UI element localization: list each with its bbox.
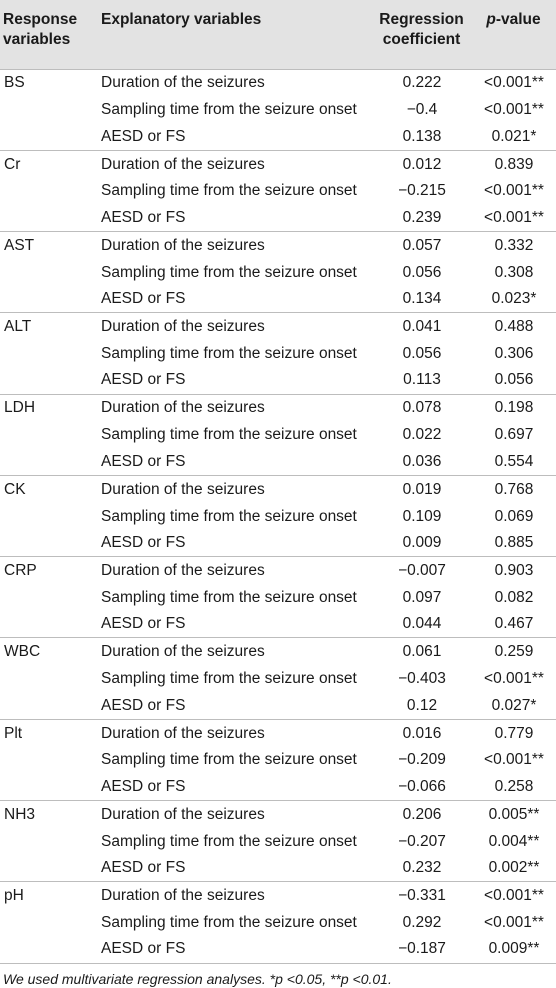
p-value-cell: <0.001** (484, 914, 544, 931)
regression-coefficient-cell: 0.12 (406, 696, 438, 714)
p-value-cell: 0.488 (472, 313, 556, 341)
table-row (0, 611, 556, 638)
header-regression-coefficient (372, 0, 472, 69)
header-coef-line1: Regression (379, 11, 464, 28)
explanatory-variable-cell: Sampling time from the seizure onset (101, 832, 357, 850)
regression-coefficient-cell: −0.215 (398, 182, 446, 200)
explanatory-variable-cell: Sampling time from the seizure onset (101, 426, 357, 444)
regression-coefficient-cell: 0.022 (402, 426, 442, 444)
table-row (0, 747, 556, 773)
regression-coefficient-cell: 0.012 (372, 150, 472, 178)
response-variable-cell: Cr (0, 150, 93, 178)
table-row (0, 341, 556, 367)
response-variable-cell (0, 774, 93, 801)
header-p-rest: -value (495, 11, 541, 28)
response-variable-cell: pH (0, 882, 93, 910)
response-variable-cell (0, 286, 93, 313)
explanatory-variable-cell: AESD or FS (101, 208, 186, 226)
response-variable-cell (0, 503, 93, 529)
header-response-variables (0, 0, 93, 69)
table-row (0, 936, 556, 962)
table-row (0, 801, 556, 829)
response-variable-cell (0, 449, 93, 476)
response-variable-cell (0, 936, 93, 962)
response-variable-cell (0, 829, 93, 855)
response-variable-cell (0, 692, 93, 719)
table-header-row (0, 0, 556, 69)
explanatory-variable-cell: AESD or FS (101, 940, 186, 958)
explanatory-variable-cell: AESD or FS (101, 371, 186, 389)
p-value-cell: 0.023* (491, 290, 537, 308)
response-variable-cell (0, 666, 93, 692)
explanatory-variable-cell: Sampling time from the seizure onset (101, 263, 357, 281)
table-row (0, 692, 556, 719)
p-value-cell: 0.308 (494, 263, 534, 281)
table-row (0, 286, 556, 313)
table-row (0, 666, 556, 692)
regression-coefficient-cell: 0.036 (402, 452, 442, 470)
response-variable-cell (0, 260, 93, 286)
p-value-cell: 0.069 (494, 507, 534, 525)
regression-coefficient-cell: 0.016 (372, 719, 472, 747)
explanatory-variable-cell: Duration of the seizures (93, 557, 372, 585)
explanatory-variable-cell: AESD or FS (101, 615, 186, 633)
regression-coefficient-cell: 0.056 (402, 263, 442, 281)
regression-coefficient-cell: 0.206 (372, 801, 472, 829)
explanatory-variable-cell: Sampling time from the seizure onset (101, 507, 357, 525)
response-variable-cell: Plt (0, 719, 93, 747)
explanatory-variable-cell: Duration of the seizures (93, 801, 372, 829)
regression-coefficient-cell: −0.066 (398, 777, 446, 795)
explanatory-variable-cell: AESD or FS (101, 859, 186, 877)
table-row (0, 313, 556, 341)
response-variable-cell (0, 341, 93, 367)
table-row (0, 638, 556, 666)
p-value-cell: <0.001** (484, 182, 544, 200)
p-value-cell: 0.027* (491, 696, 537, 714)
regression-coefficient-cell: 0.097 (402, 588, 442, 606)
explanatory-variable-cell: Sampling time from the seizure onset (101, 914, 357, 931)
p-value-cell: 0.839 (472, 150, 556, 178)
explanatory-variable-cell: AESD or FS (101, 452, 186, 470)
table-row (0, 69, 556, 97)
table-row (0, 829, 556, 855)
explanatory-variable-cell: AESD or FS (101, 777, 186, 795)
table-row (0, 232, 556, 260)
explanatory-variable-cell: Duration of the seizures (93, 475, 372, 503)
table-row (0, 260, 556, 286)
regression-coefficient-cell: 0.057 (372, 232, 472, 260)
explanatory-variable-cell: Duration of the seizures (93, 882, 372, 910)
regression-coefficient-cell: −0.207 (398, 832, 446, 850)
table-row (0, 910, 556, 936)
response-variable-cell (0, 910, 93, 936)
explanatory-variable-cell: AESD or FS (101, 696, 186, 714)
p-value-cell: <0.001** (484, 208, 544, 226)
header-explanatory-label: Explanatory variables (101, 11, 262, 28)
response-variable-cell: NH3 (0, 801, 93, 829)
response-variable-cell (0, 205, 93, 232)
regression-coefficient-cell: 0.292 (402, 914, 442, 931)
regression-coefficient-cell: 0.009 (402, 533, 442, 551)
regression-coefficient-cell: 0.232 (402, 859, 442, 877)
header-response-line1: Response (3, 11, 78, 28)
explanatory-variable-cell: Sampling time from the seizure onset (101, 588, 357, 606)
regression-coefficient-cell: −0.007 (372, 557, 472, 585)
p-value-cell: 0.021* (491, 127, 537, 145)
response-variable-cell: CK (0, 475, 93, 503)
response-variable-cell: BS (0, 69, 93, 97)
response-variable-cell (0, 855, 93, 882)
response-variable-cell (0, 611, 93, 638)
p-value-cell: 0.005** (472, 801, 556, 829)
table-row (0, 557, 556, 585)
table-row (0, 719, 556, 747)
response-variable-cell: WBC (0, 638, 93, 666)
regression-coefficient-cell: −0.403 (398, 670, 446, 688)
explanatory-variable-cell: Duration of the seizures (93, 150, 372, 178)
explanatory-variable-cell: Duration of the seizures (93, 394, 372, 422)
response-variable-cell (0, 97, 93, 123)
response-variable-cell (0, 585, 93, 611)
response-variable-cell: LDH (0, 394, 93, 422)
header-coef-line2: coefficient (382, 31, 461, 48)
regression-coefficient-cell: 0.044 (402, 615, 442, 633)
header-p-italic: p (486, 11, 496, 28)
table-row (0, 774, 556, 801)
table-body (0, 69, 556, 963)
p-value-cell: <0.001** (484, 670, 544, 688)
p-value-cell: 0.004** (488, 832, 540, 850)
p-value-cell: 0.306 (494, 345, 534, 363)
explanatory-variable-cell: AESD or FS (101, 290, 186, 308)
p-value-cell: 0.768 (472, 475, 556, 503)
header-response-line2: variables (3, 31, 71, 48)
response-variable-cell: AST (0, 232, 93, 260)
table-footnote (0, 963, 556, 988)
regression-coefficient-cell: −0.4 (406, 101, 438, 119)
header-explanatory-variables (93, 0, 372, 69)
p-value-cell: <0.001** (472, 882, 556, 910)
regression-coefficient-cell: −0.187 (398, 940, 446, 958)
explanatory-variable-cell: Sampling time from the seizure onset (101, 101, 357, 119)
regression-coefficient-cell: −0.209 (398, 751, 446, 769)
regression-coefficient-cell: 0.019 (372, 475, 472, 503)
header-p-value (472, 0, 556, 69)
p-value-cell: 0.903 (472, 557, 556, 585)
regression-coefficient-cell: 0.113 (403, 371, 441, 389)
table-row (0, 882, 556, 910)
explanatory-variable-cell: Duration of the seizures (93, 232, 372, 260)
footnote-text: We used multivariate regression analyses. *p <0.05, **p <0.01. (3, 970, 392, 987)
explanatory-variable-cell: AESD or FS (101, 533, 186, 551)
regression-coefficient-cell: 0.109 (402, 507, 442, 525)
p-value-cell: 0.009** (488, 940, 540, 958)
explanatory-variable-cell: Sampling time from the seizure onset (101, 182, 357, 200)
table-row (0, 367, 556, 394)
response-variable-cell (0, 123, 93, 150)
table-row (0, 205, 556, 232)
explanatory-variable-cell: Sampling time from the seizure onset (101, 345, 357, 363)
table-row (0, 150, 556, 178)
table-row (0, 178, 556, 204)
regression-coefficient-cell: 0.056 (402, 345, 442, 363)
response-variable-cell: ALT (0, 313, 93, 341)
response-variable-cell (0, 367, 93, 394)
p-value-cell: 0.697 (494, 426, 534, 444)
explanatory-variable-cell: Sampling time from the seizure onset (101, 751, 357, 769)
table-row (0, 855, 556, 882)
response-variable-cell (0, 178, 93, 204)
p-value-cell: <0.001** (472, 69, 556, 97)
response-variable-cell (0, 422, 93, 448)
explanatory-variable-cell: Duration of the seizures (93, 719, 372, 747)
regression-coefficient-cell: −0.331 (372, 882, 472, 910)
regression-coefficient-cell: 0.078 (372, 394, 472, 422)
table-row (0, 585, 556, 611)
p-value-cell: 0.056 (494, 371, 534, 389)
table-row (0, 97, 556, 123)
table-row (0, 530, 556, 557)
regression-coefficient-cell: 0.041 (372, 313, 472, 341)
p-value-cell: 0.332 (472, 232, 556, 260)
p-value-cell: 0.554 (494, 452, 534, 470)
table-row (0, 449, 556, 476)
response-variable-cell (0, 530, 93, 557)
regression-coefficient-cell: 0.134 (402, 290, 442, 308)
table-row (0, 475, 556, 503)
response-variable-cell (0, 747, 93, 773)
table-row (0, 394, 556, 422)
p-value-cell: 0.467 (494, 615, 534, 633)
table-row (0, 123, 556, 150)
p-value-cell: 0.198 (472, 394, 556, 422)
explanatory-variable-cell: AESD or FS (101, 127, 186, 145)
regression-coefficient-cell: 0.222 (372, 69, 472, 97)
regression-coefficient-cell: 0.239 (402, 208, 442, 226)
p-value-cell: <0.001** (484, 101, 544, 119)
regression-coefficient-cell: 0.061 (372, 638, 472, 666)
response-variable-cell: CRP (0, 557, 93, 585)
p-value-cell: 0.779 (472, 719, 556, 747)
table-row (0, 503, 556, 529)
explanatory-variable-cell: Sampling time from the seizure onset (101, 670, 357, 688)
explanatory-variable-cell: Duration of the seizures (93, 638, 372, 666)
p-value-cell: 0.259 (472, 638, 556, 666)
explanatory-variable-cell: Duration of the seizures (93, 69, 372, 97)
p-value-cell: <0.001** (484, 751, 544, 769)
p-value-cell: 0.002** (488, 859, 540, 877)
p-value-cell: 0.082 (494, 588, 534, 606)
regression-coefficient-cell: 0.138 (402, 127, 442, 145)
explanatory-variable-cell: Duration of the seizures (93, 313, 372, 341)
p-value-cell: 0.258 (494, 777, 534, 795)
p-value-cell: 0.885 (494, 533, 534, 551)
table-row (0, 422, 556, 448)
